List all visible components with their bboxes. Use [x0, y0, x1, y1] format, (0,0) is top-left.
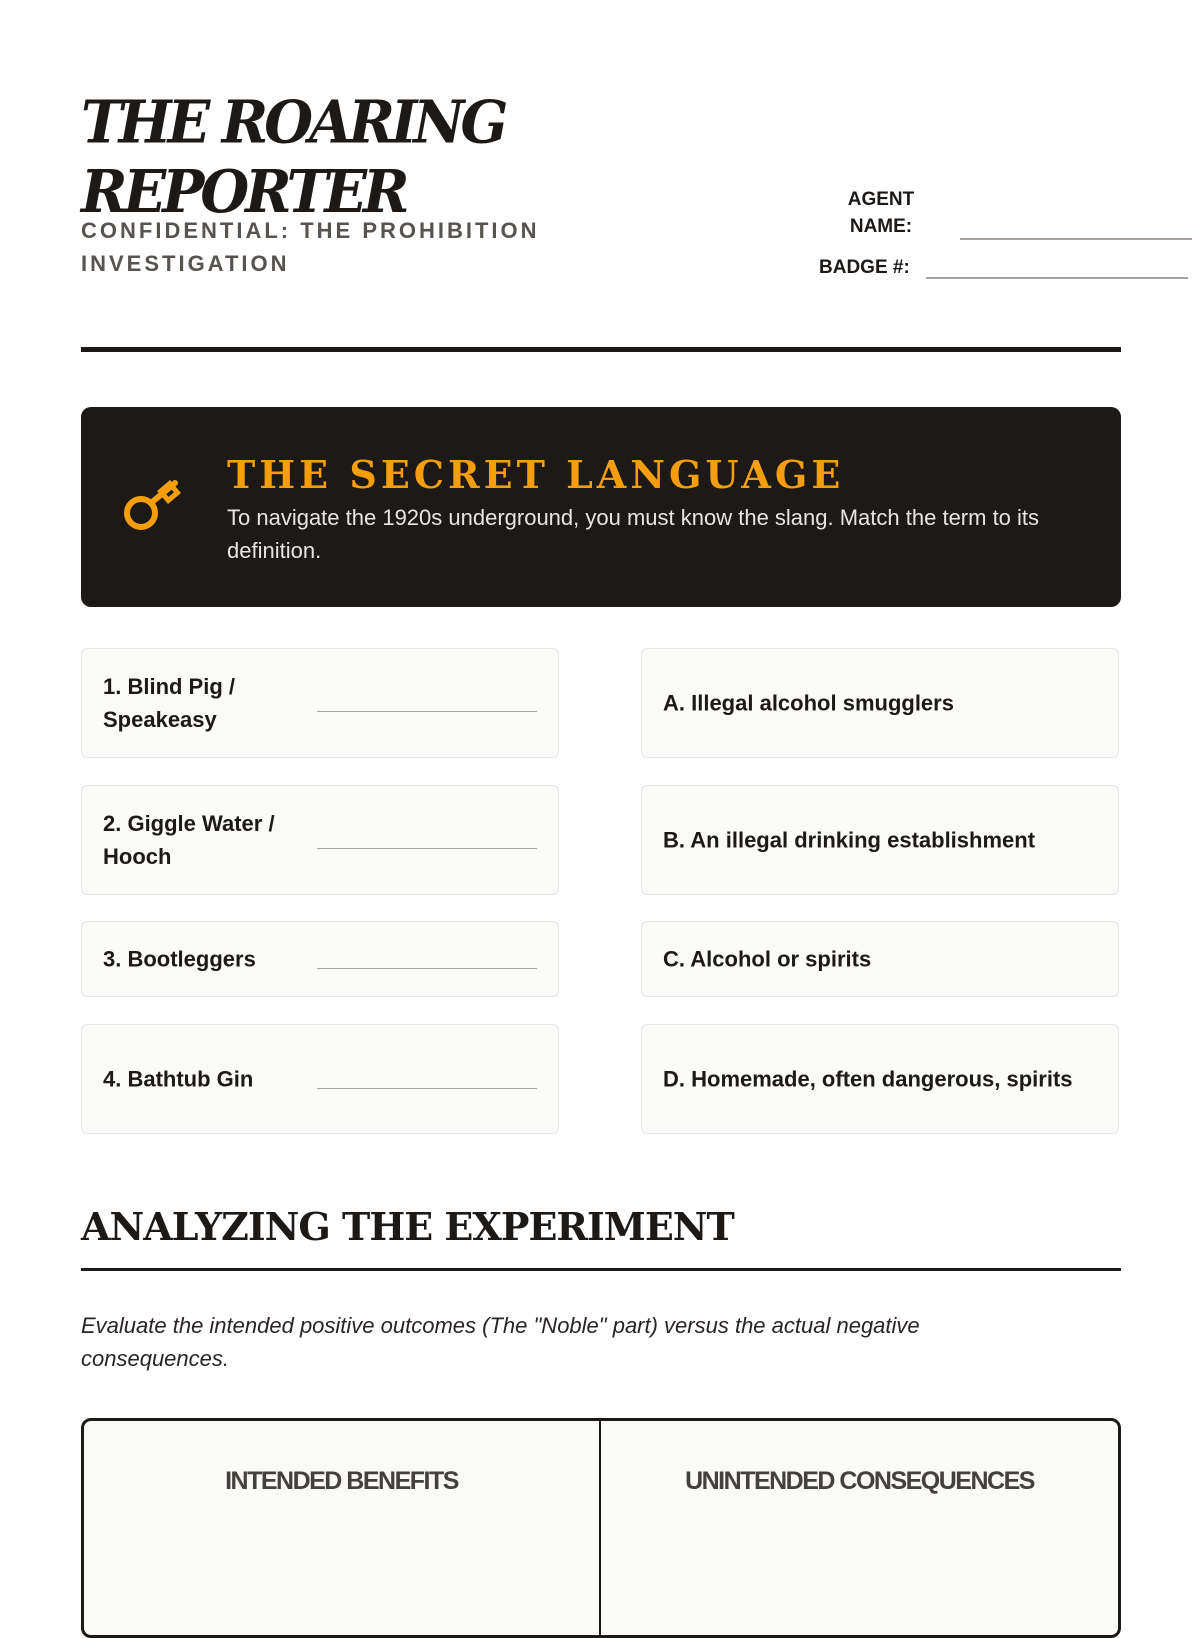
analysis-section-title: ANALYZING THE EXPERIMENT [81, 1204, 734, 1249]
analysis-instructions: Evaluate the intended positive outcomes (The "Noble" part) versus the actual negative consequences. [81, 1313, 920, 1371]
consequences-column-header: UNINTENDED CONSEQUENCES [685, 1467, 1034, 1495]
secret-language-banner [81, 407, 1121, 607]
page-subtitle: CONFIDENTIAL: THE PROHIBITION INVESTIGATION [81, 218, 540, 276]
term-label: 3. Bootleggers [103, 946, 256, 972]
agent-name-field[interactable] [960, 238, 1192, 240]
key-icon [121, 473, 187, 539]
definition-card [641, 648, 1119, 758]
answer-blank[interactable] [317, 1088, 537, 1089]
analysis-divider [81, 1268, 1121, 1271]
badge-number-field[interactable] [926, 277, 1188, 279]
agent-name-label: AGENT NAME: [847, 189, 915, 237]
definition-card [641, 785, 1119, 895]
answer-blank[interactable] [317, 711, 537, 712]
term-card [81, 1024, 559, 1134]
comparison-table [81, 1418, 1121, 1638]
answer-blank[interactable] [317, 848, 537, 849]
benefits-column[interactable] [84, 1421, 601, 1635]
term-card [81, 648, 559, 758]
definition-card [641, 921, 1119, 997]
definition-label: A. Illegal alcohol smugglers [663, 690, 954, 716]
worksheet-page [81, 0, 1121, 1600]
consequences-column[interactable] [601, 1421, 1118, 1635]
term-card [81, 785, 559, 895]
answer-blank[interactable] [317, 968, 537, 969]
masthead [81, 88, 641, 276]
term-label: 1. Blind Pig / Speakeasy [103, 674, 236, 732]
definition-card [641, 1024, 1119, 1134]
header-divider [81, 347, 1121, 352]
definition-label: D. Homemade, often dangerous, spirits [663, 1066, 1073, 1092]
term-card [81, 921, 559, 997]
term-label: 4. Bathtub Gin [103, 1066, 254, 1092]
definition-label: C. Alcohol or spirits [663, 946, 872, 972]
badge-number-label: BADGE #: [819, 257, 910, 278]
benefits-column-header: INTENDED BENEFITS [225, 1467, 458, 1495]
banner-description: To navigate the 1920s underground, you must know the slang. Match the term to its definition. [227, 505, 1040, 563]
page-title: THE ROARING REPORTER [81, 88, 505, 227]
banner-title: THE SECRET LANGUAGE [227, 452, 845, 497]
definition-label: B. An illegal drinking establishment [663, 827, 1036, 853]
term-label: 2. Giggle Water / Hooch [103, 811, 275, 869]
agent-info [736, 186, 1121, 286]
